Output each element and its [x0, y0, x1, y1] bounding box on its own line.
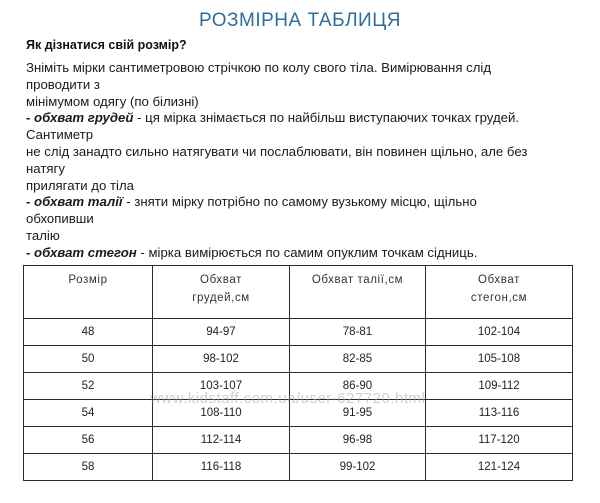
cell-waist: 86-90	[290, 373, 426, 400]
instruction-line: натягу	[26, 160, 65, 176]
cell-size: 50	[24, 346, 153, 373]
header-waist: Обхват талії,см	[290, 266, 426, 319]
cell-size: 52	[24, 373, 153, 400]
cell-hips: 117-120	[426, 427, 573, 454]
term-bust: - обхват грудей	[26, 110, 134, 126]
instruction-line-hips	[26, 245, 586, 262]
size-table	[23, 265, 573, 481]
cell-hips: 113-116	[426, 400, 573, 427]
table-row	[24, 454, 573, 481]
cell-waist: 96-98	[290, 427, 426, 454]
instruction-line: Зніміть мірки сантиметровою стрічкою по колу свого тіла. Вимірювання слід	[26, 60, 492, 75]
table-row	[24, 373, 573, 400]
header-hips	[426, 266, 573, 319]
hips-description: - мірка вимірюється по самим опуклим точкам сідниць.	[136, 244, 478, 260]
bust-description: - ця мірка знімається по найбільш виступаючих точках грудей.	[133, 110, 520, 126]
cell-bust: 116-118	[153, 454, 290, 481]
instructions-paragraph	[26, 60, 586, 262]
header-bust	[153, 266, 290, 319]
waist-description: - зняти мірку потрібно по самому вузькому місцю, щільно	[122, 194, 477, 210]
header-hips-line1: Обхват	[478, 274, 520, 286]
instruction-line: Сантиметр	[26, 127, 94, 143]
header-bust-line1: Обхват	[200, 274, 242, 286]
cell-waist: 82-85	[290, 346, 426, 373]
cell-hips: 121-124	[426, 454, 573, 481]
table-row	[24, 319, 573, 346]
cell-size: 58	[24, 454, 153, 481]
cell-waist: 99-102	[290, 454, 426, 481]
instruction-line: мінімумом одягу (по білизні)	[26, 93, 199, 109]
cell-bust: 98-102	[153, 346, 290, 373]
cell-bust: 103-107	[153, 373, 290, 400]
header-size: Розмір	[24, 266, 153, 319]
table-row	[24, 400, 573, 427]
table-row	[24, 346, 573, 373]
cell-waist: 78-81	[290, 319, 426, 346]
cell-size: 48	[24, 319, 153, 346]
instruction-line: не слід занадто сильно натягувати чи пoслаблювати, він повинен щільно, але без	[26, 143, 528, 159]
table-row	[24, 427, 573, 454]
page-title: РОЗМІРНА ТАБЛИЦЯ	[199, 10, 401, 31]
instruction-line: проводити з	[26, 76, 100, 92]
cell-size: 54	[24, 400, 153, 427]
cell-bust: 94-97	[153, 319, 290, 346]
instruction-line: талію	[26, 227, 60, 243]
term-waist: - обхват талії	[26, 194, 123, 210]
table-header-row	[24, 266, 573, 319]
cell-hips: 105-108	[426, 346, 573, 373]
instruction-line-bust	[26, 110, 586, 127]
cell-bust: 112-114	[153, 427, 290, 454]
header-hips-line2: стегон,см	[470, 292, 528, 304]
cell-size: 56	[24, 427, 153, 454]
watermark: www.kidstaff.com.ua/user-627720.html	[150, 390, 426, 407]
instruction-line: прилягати до тіла	[26, 177, 135, 193]
cell-hips: 102-104	[426, 319, 573, 346]
cell-bust: 108-110	[153, 400, 290, 427]
cell-waist: 91-95	[290, 400, 426, 427]
cell-hips: 109-112	[426, 373, 573, 400]
term-hips: - обхват стегон	[26, 244, 137, 260]
instruction-line: обхопивши	[26, 211, 94, 227]
instruction-line-waist	[26, 194, 586, 211]
header-bust-line2: грудей,см	[192, 292, 250, 304]
section-question: Як дізнатися свій розмір?	[26, 38, 187, 52]
